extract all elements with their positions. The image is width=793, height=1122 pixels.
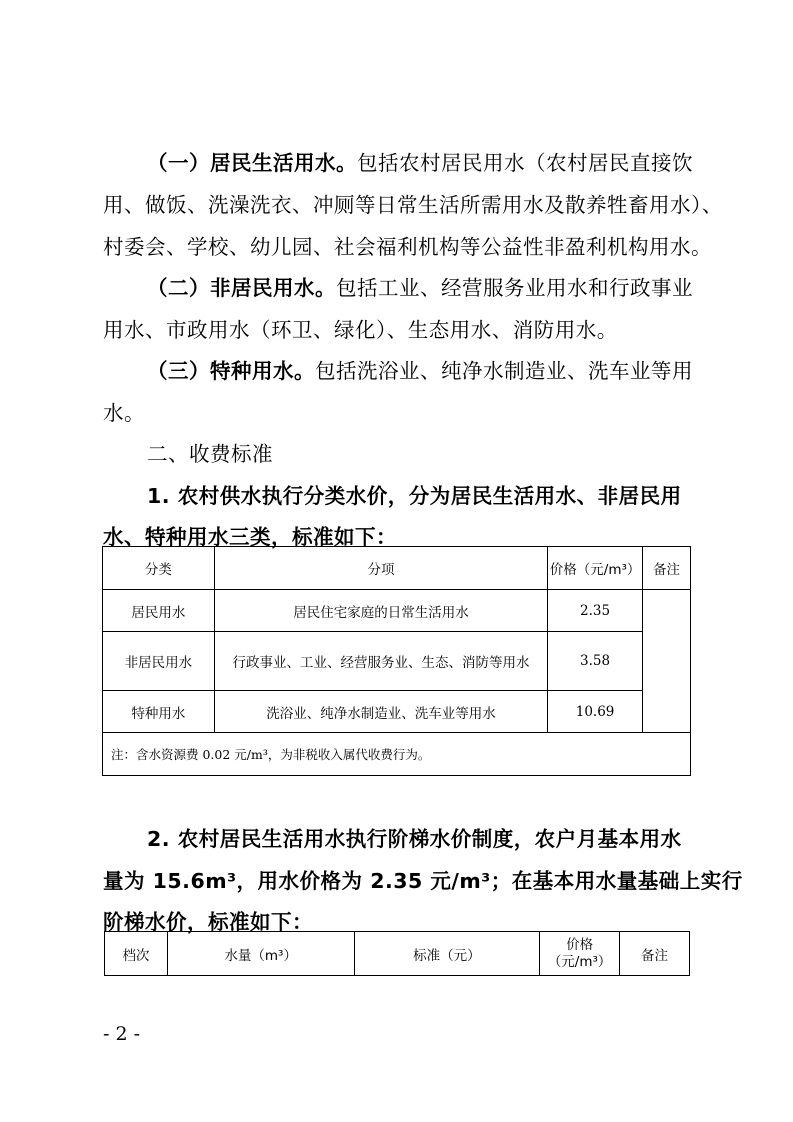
page-number: - 2 -: [103, 1023, 141, 1045]
header-remarks: 备注: [643, 547, 691, 590]
table-header-row: [105, 932, 690, 976]
paragraph-2-line-2: 用水、市政用水（环卫、绿化）、生态用水、消防用水。: [103, 318, 618, 342]
category-cell: 特种用水: [103, 691, 215, 733]
section-heading-fee-standards: 二、收费标准: [147, 442, 273, 466]
text: 包括洗浴业、纯净水制造业、洗车业等用: [315, 359, 693, 383]
heading-residential-water: （一）居民生活用水。: [147, 151, 357, 175]
paragraph-3-line-1: [147, 354, 737, 384]
table-header-row: [103, 547, 691, 590]
price-cell: 3.58: [548, 632, 643, 691]
table-row: [103, 632, 691, 691]
table-note-row: [103, 733, 691, 776]
paragraph-1-line-1: [147, 146, 737, 176]
item-cell: 居民住宅家庭的日常生活用水: [214, 590, 547, 632]
price-cell: 10.69: [548, 691, 643, 733]
category-cell: 居民用水: [103, 590, 215, 632]
header-standard: 标准（元）: [354, 932, 540, 976]
price-cell: 2.35: [548, 590, 643, 632]
header-price: [540, 932, 620, 976]
table-note: 注：含水资源费 0.02 元/m³，为非税收入属代收费行为。: [103, 733, 691, 776]
item-1-line-2: 水、特种用水三类，标准如下：: [103, 525, 397, 549]
table-row: [103, 691, 691, 733]
item-cell: 洗浴业、纯净水制造业、洗车业等用水: [214, 691, 547, 733]
item-2-line-1: 2. 农村居民生活用水执行阶梯水价制度，农户月基本用水: [147, 827, 682, 851]
item-cell: 行政事业、工业、经营服务业、生态、消防等用水: [214, 632, 547, 691]
header-price: 价格（元/m³）: [548, 547, 643, 590]
paragraph-1-line-3: 村委会、学校、幼儿园、社会福利机构等公益性非盈利机构用水。: [103, 235, 712, 259]
item-2-line-2: 量为 15.6m³，用水价格为 2.35 元/m³；在基本用水量基础上实行: [103, 869, 743, 893]
header-item: 分项: [214, 547, 547, 590]
table-row: [103, 590, 691, 632]
paragraph-1-line-2: 用、做饭、洗澡洗衣、冲厕等日常生活所需用水及散养牲畜用水）、: [103, 193, 723, 217]
header-remarks: 备注: [620, 932, 690, 976]
text: 包括农村居民用水（农村居民直接饮: [357, 151, 693, 175]
header-category: 分类: [103, 547, 215, 590]
heading-special-water: （三）特种用水。: [147, 359, 315, 383]
paragraph-2-line-1: [147, 271, 737, 301]
remarks-cell: [643, 590, 691, 733]
header-volume: 水量（m³）: [167, 932, 354, 976]
item-1-line-1: 1. 农村供水执行分类水价，分为居民生活用水、非居民用: [147, 484, 682, 508]
header-price-line-2: （元/m³）: [547, 953, 612, 970]
water-price-table: [102, 546, 691, 776]
tiered-price-table: [104, 931, 690, 976]
header-tier: 档次: [105, 932, 168, 976]
header-price-line-1: 价格: [566, 936, 594, 953]
paragraph-3-line-2: 水。: [103, 401, 145, 425]
heading-non-residential-water: （二）非居民用水。: [147, 276, 336, 300]
text: 包括工业、经营服务业用水和行政事业: [336, 276, 693, 300]
category-cell: 非居民用水: [103, 632, 215, 691]
item-2-line-3: 阶梯水价，标准如下：: [103, 910, 313, 934]
